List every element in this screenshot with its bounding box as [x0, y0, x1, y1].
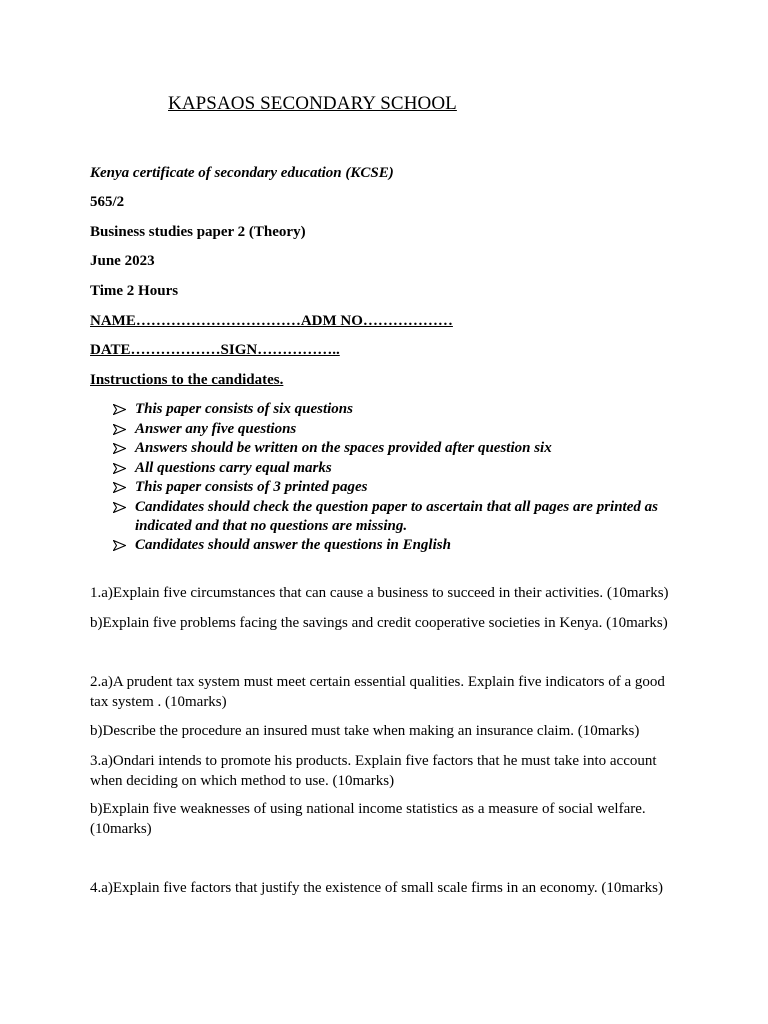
- instruction-item: [113, 400, 673, 419]
- instruction-text: Answer any five questions: [135, 420, 297, 437]
- question-4a: 4.a)Explain five factors that justify the existence of small scale firms in an economy. (10marks): [90, 880, 664, 896]
- instruction-text: This paper consists of 3 printed pages: [135, 479, 368, 495]
- exam-date: June 2023: [90, 253, 155, 269]
- subject-title: Business studies paper 2 (Theory): [90, 224, 306, 240]
- arrowhead-bullet-icon: [113, 424, 126, 435]
- question-3a: 3.a)Ondari intends to promote his products. Explain five factors that he must take into account when deciding on which method to use. (10marks): [90, 753, 657, 789]
- instruction-item: [113, 498, 673, 536]
- school-title: KAPSAOS SECONDARY SCHOOL: [168, 93, 457, 114]
- instruction-item: [113, 459, 673, 478]
- question-1a: 1.a)Explain five circumstances that can cause a business to succeed in their activities. (10marks): [90, 585, 669, 601]
- exam-duration: Time 2 Hours: [90, 283, 179, 299]
- question-2b: b)Describe the procedure an insured must take when making an insurance claim. (10marks): [90, 723, 640, 739]
- arrowhead-bullet-icon: [113, 404, 126, 415]
- instructions-heading: Instructions to the candidates.: [90, 372, 284, 388]
- instruction-item: [113, 439, 673, 458]
- instruction-text: Candidates should check the question paper to ascertain that all pages are printed as indicated and that no questions are missing.: [135, 498, 658, 534]
- instruction-text: All questions carry equal marks: [135, 459, 332, 476]
- instruction-text: Answers should be written on the spaces provided after question six: [135, 440, 552, 456]
- instruction-item: [113, 478, 673, 497]
- date-sign-line: DATE………………SIGN……………..: [90, 342, 340, 358]
- question-1b: b)Explain five problems facing the savings and credit cooperative societies in Kenya. (10marks): [90, 615, 668, 631]
- arrowhead-bullet-icon: [113, 463, 126, 474]
- name-adm-line: NAME……………………………ADM NO………………: [90, 313, 453, 329]
- arrowhead-bullet-icon: [113, 443, 126, 454]
- instruction-text: This paper consists of six questions: [135, 401, 353, 417]
- arrowhead-bullet-icon: [113, 502, 126, 513]
- question-2a: 2.a)A prudent tax system must meet certain essential qualities. Explain five indicators of a good tax system . (10marks): [90, 674, 665, 710]
- exam-name: Kenya certificate of secondary education (KCSE): [90, 165, 394, 181]
- arrowhead-bullet-icon: [113, 482, 126, 493]
- instructions-list: [113, 400, 673, 556]
- instruction-item: [113, 420, 673, 439]
- paper-code: 565/2: [90, 194, 125, 210]
- question-3b: b)Explain five weaknesses of using national income statistics as a measure of social welfare. (10marks): [90, 801, 646, 837]
- arrowhead-bullet-icon: [113, 540, 126, 551]
- instruction-text: Candidates should answer the questions in English: [135, 537, 451, 553]
- instruction-item: [113, 536, 673, 555]
